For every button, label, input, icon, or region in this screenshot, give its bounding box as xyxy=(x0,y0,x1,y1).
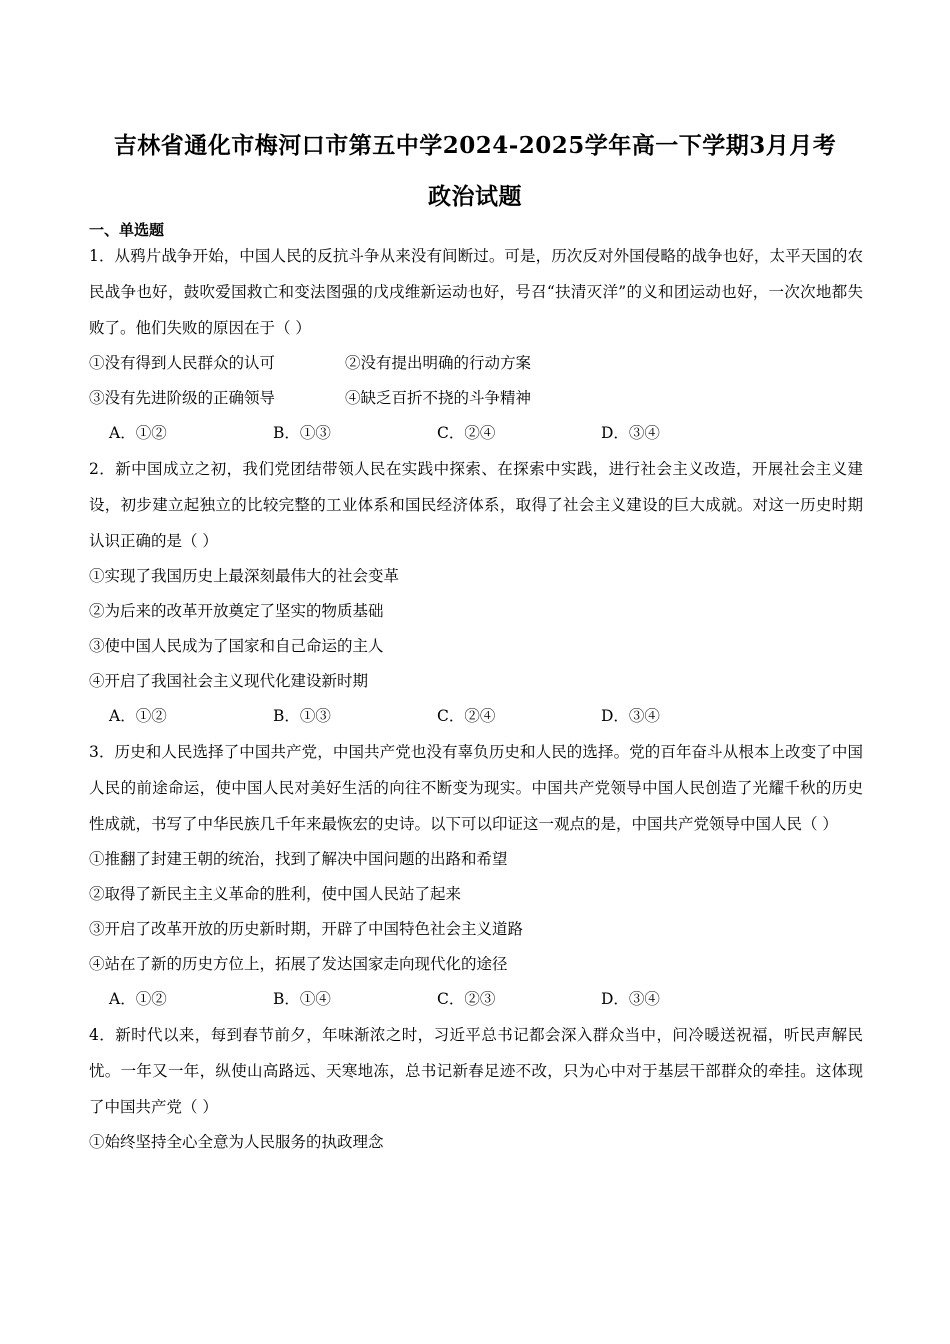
statement-option: ③使中国人民成为了国家和自己命运的主人 xyxy=(89,637,384,655)
question-list xyxy=(89,238,863,1160)
choice-d[interactable]: D．③④ xyxy=(601,990,660,1008)
statement-option: ③开启了改革开放的历史新时期，开辟了中国特色社会主义道路 xyxy=(89,920,524,938)
statement-option: ①没有得到人民群众的认可 xyxy=(89,354,276,372)
exam-subtitle: 政治试题 xyxy=(428,183,522,210)
statement-row xyxy=(89,381,863,416)
exam-title: 吉林省通化市梅河口市第五中学2024-2025学年高一下学期3月月考 xyxy=(113,132,837,159)
choice-d[interactable]: D．③④ xyxy=(601,707,660,725)
choice-d[interactable]: D．③④ xyxy=(601,424,660,442)
choice-c[interactable]: C．②④ xyxy=(437,707,496,725)
statement-row xyxy=(89,346,863,381)
choice-a[interactable]: A．①② xyxy=(109,424,167,442)
statement-option: ④站在了新的历史方位上，拓展了发达国家走向现代化的途径 xyxy=(89,955,508,973)
statement-option: ③没有先进阶级的正确领导 xyxy=(89,389,276,407)
statement-option: ①始终坚持全心全意为人民服务的执政理念 xyxy=(89,1133,384,1151)
statement-option: ④缺乏百折不挠的斗争精神 xyxy=(345,389,532,407)
answer-choices xyxy=(89,982,863,1017)
question-2 xyxy=(89,451,863,734)
statement-option: ①推翻了封建王朝的统治，找到了解决中国问题的出路和希望 xyxy=(89,850,508,868)
answer-choices xyxy=(89,699,863,734)
question-1 xyxy=(89,238,863,451)
statement-option: ①实现了我国历史上最深刻最伟大的社会变革 xyxy=(89,567,400,585)
question-3 xyxy=(89,734,863,1017)
statement-option: ④开启了我国社会主义现代化建设新时期 xyxy=(89,672,369,690)
choice-c[interactable]: C．②④ xyxy=(437,424,496,442)
statement-option: ②取得了新民主主义革命的胜利，使中国人民站了起来 xyxy=(89,885,462,903)
choice-c[interactable]: C．②③ xyxy=(437,990,496,1008)
choice-b[interactable]: B．①③ xyxy=(273,424,331,442)
choice-a[interactable]: A．①② xyxy=(109,707,167,725)
choice-b[interactable]: B．①④ xyxy=(273,990,331,1008)
question-stem: 3．历史和人民选择了中国共产党，中国共产党也没有辜负历史和人民的选择。党的百年奋斗从根本上改变了中国人民的前途命运，使中国人民对美好生活的向往不断变为现实。中国共产党领导中国人民创造了光耀千秋的历史性成就，书写了中华民族几千年来最恢宏的史诗。以下可以印证这一观点的是，中国共产党领导中国人民（ ） xyxy=(89,743,863,833)
question-stem: 4．新时代以来，每到春节前夕，年味渐浓之时，习近平总书记都会深入群众当中，问冷暖送祝福，听民声解民忧。一年又一年，纵使山高路远、天寒地冻，总书记新春足迹不改，只为心中对于基层干部群众的牵挂。这体现了中国共产党（ ） xyxy=(89,1026,863,1116)
choice-a[interactable]: A．①② xyxy=(109,990,167,1008)
section-heading: 一、单选题 xyxy=(89,221,165,239)
statement-option: ②为后来的改革开放奠定了坚实的物质基础 xyxy=(89,602,384,620)
answer-choices xyxy=(89,416,863,451)
statement-option: ②没有提出明确的行动方案 xyxy=(345,354,532,372)
question-4 xyxy=(89,1017,863,1160)
question-stem: 1．从鸦片战争开始，中国人民的反抗斗争从来没有间断过。可是，历次反对外国侵略的战争也好，太平天国的农民战争也好，鼓吹爱国救亡和变法图强的戊戌维新运动也好，号召“扶清灭洋”的义和团运动也好，一次次地都失败了。他们失败的原因在于（ ） xyxy=(89,247,863,337)
question-stem: 2．新中国成立之初，我们党团结带领人民在实践中探索、在探索中实践，进行社会主义改造，开展社会主义建设，初步建立起独立的比较完整的工业体系和国民经济体系，取得了社会主义建设的巨大成就。对这一历史时期认识正确的是（ ） xyxy=(89,460,863,550)
choice-b[interactable]: B．①③ xyxy=(273,707,331,725)
